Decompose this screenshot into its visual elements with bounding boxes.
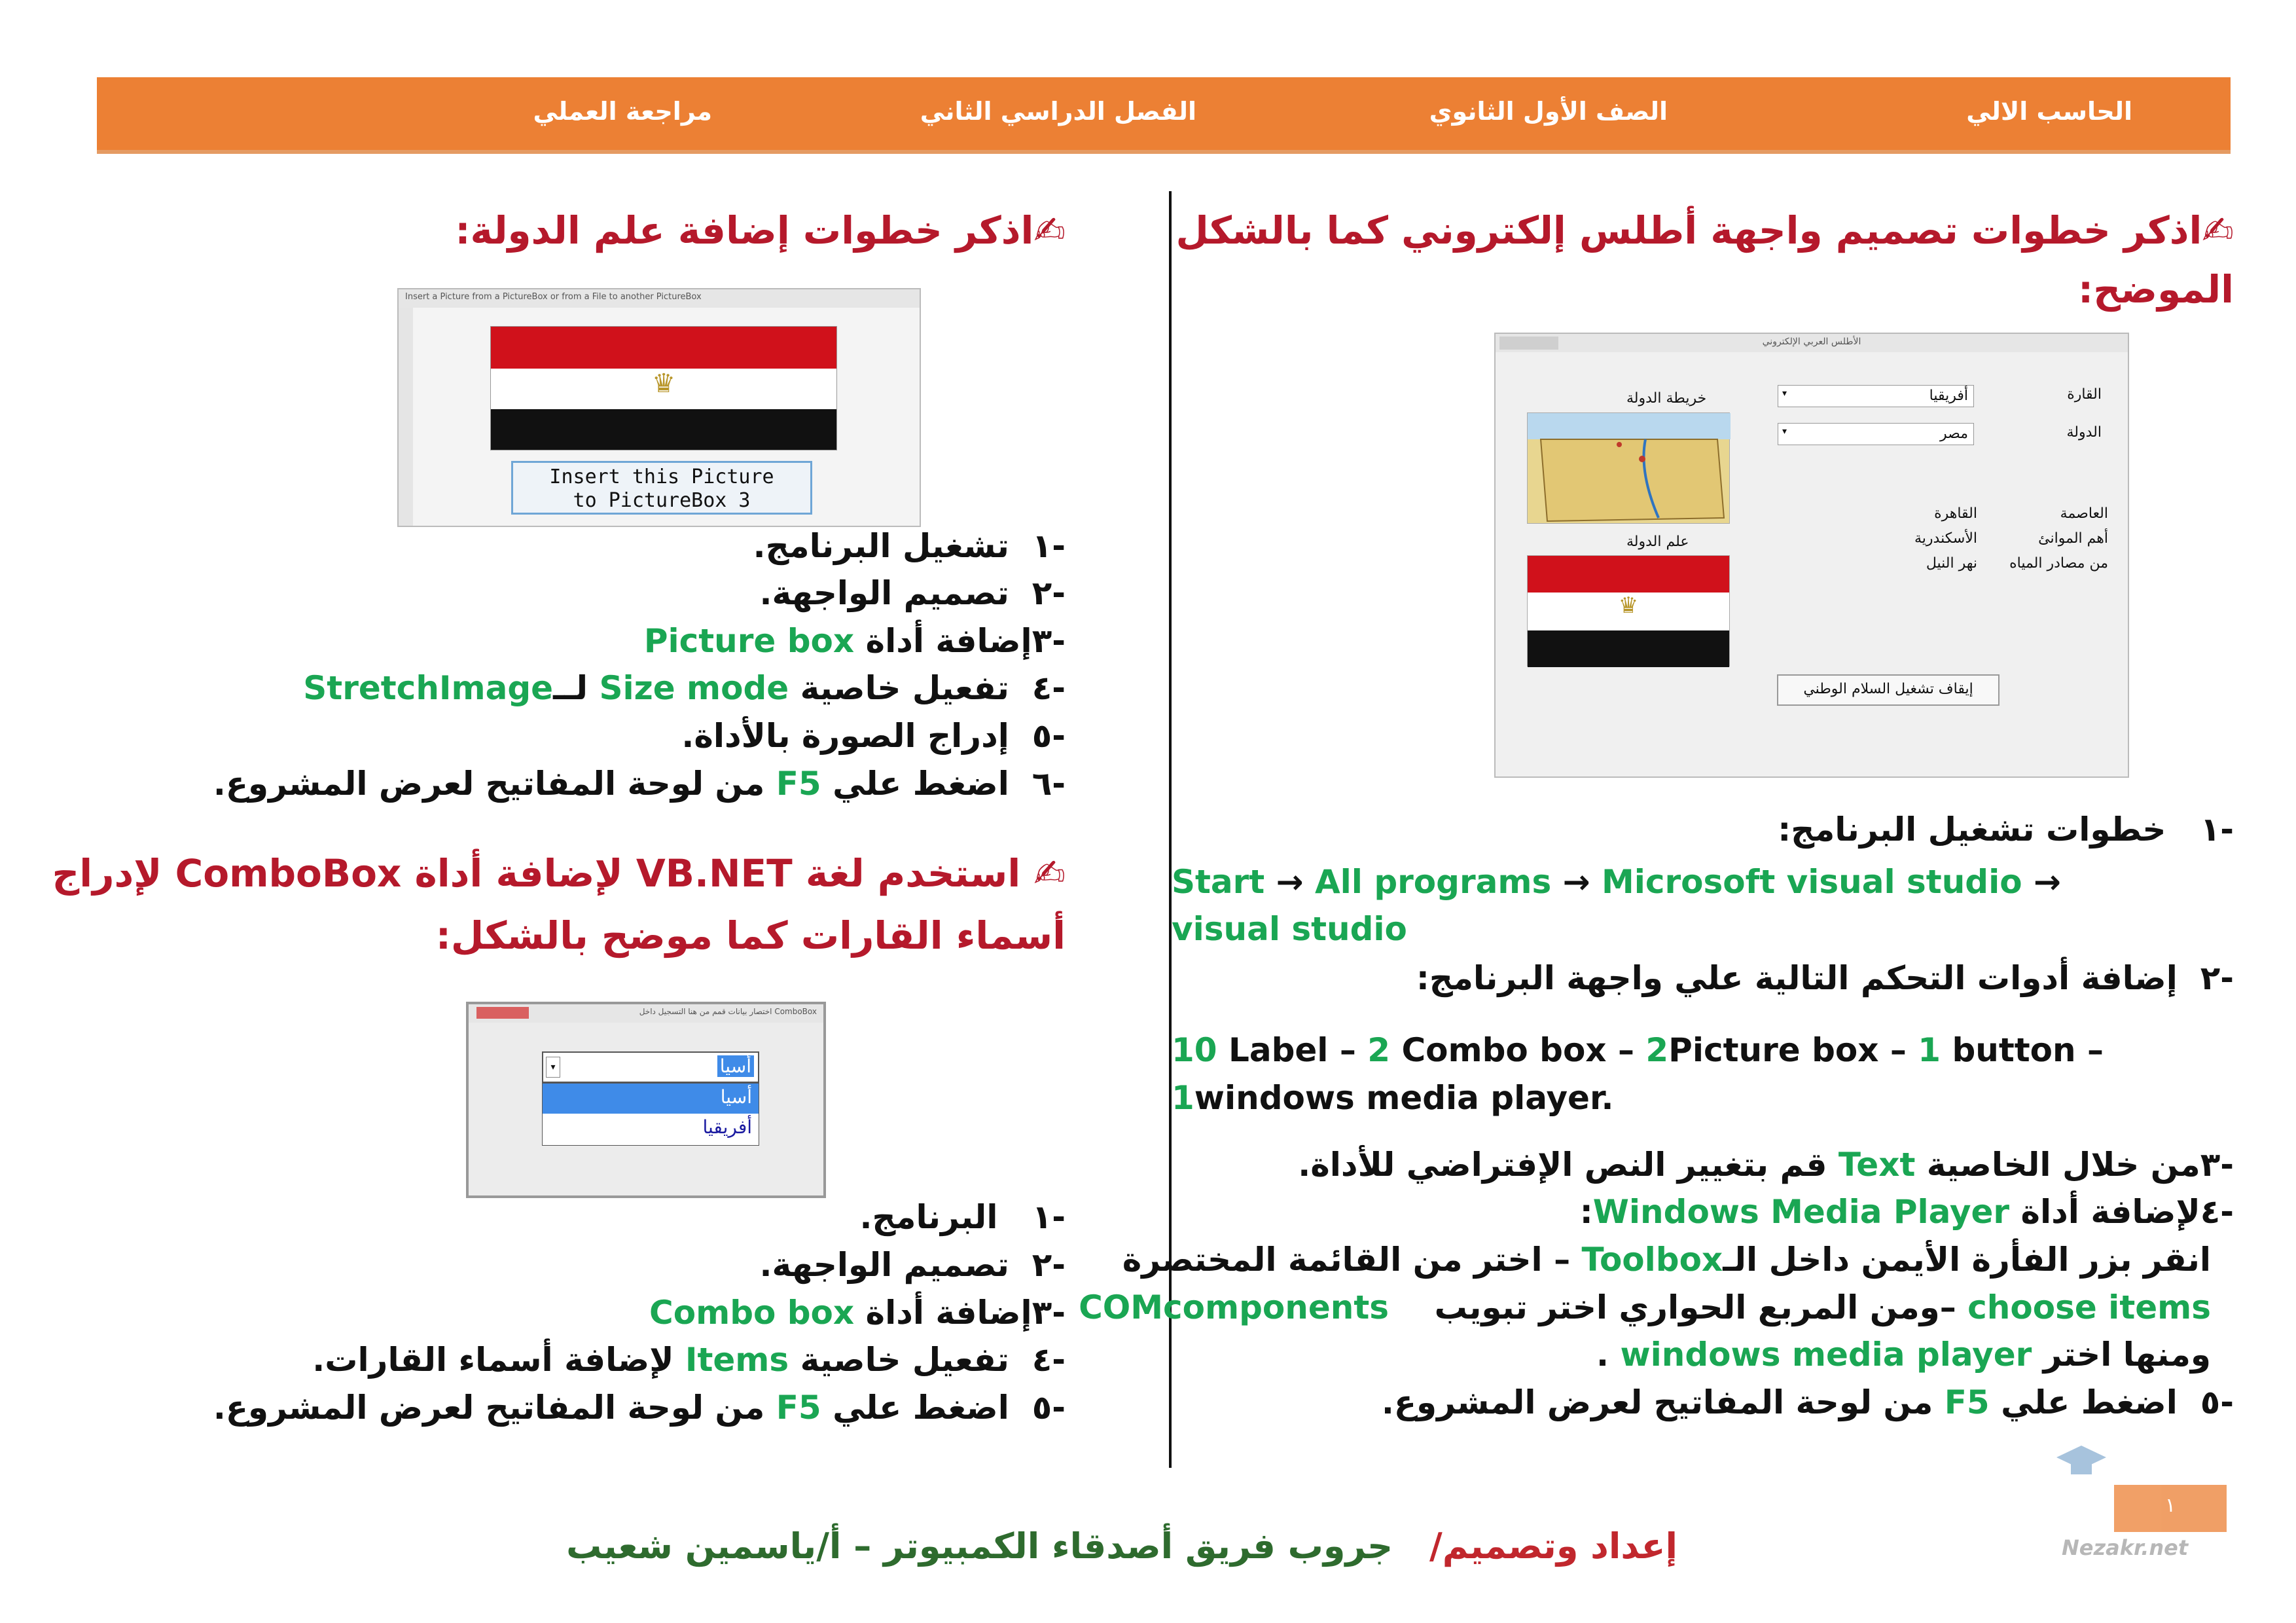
step4-line3 [1079,1288,2211,1326]
capital-value: القاهرة [1934,505,1977,522]
q2-heading: ✍اذكر خطوات إضافة علم الدولة: [455,208,1066,253]
flag-picturebox-screenshot [397,288,921,527]
eagle-emblem-icon: ♛ [1528,593,1729,630]
insert-btn-line2: to PictureBox 3 [573,489,751,512]
step-number: -١ [2200,811,2234,848]
step-text: تصميم الواجهة. [759,1246,1009,1284]
tool-name: Combo box [649,1294,855,1332]
step-number: -٥ [2200,1383,2234,1421]
step-text: لــ [553,669,600,707]
f5-key: F5 [776,1389,821,1427]
step-text: تصميم الواجهة. [759,574,1009,612]
page-number: ١ [2164,1494,2176,1517]
step1-line [1778,811,2234,848]
step-text: من لوحة المفاتيح لعرض المشروع. [213,1389,776,1427]
q3-heading-cont: أسماء القارات كما موضح بالشكل: [435,913,1066,958]
step-text: –ومن المربع الحواري اختر تبويب [1434,1288,1968,1326]
eagle-emblem-icon: ♛ [491,369,836,409]
step2-line [1416,959,2234,997]
step-text: اضغط علي [821,1389,1009,1427]
count: 1 [1172,1079,1194,1117]
flag-step1 [753,527,1066,565]
combo-option[interactable]: أفريقيا [702,1116,752,1138]
combobox-screenshot [466,1002,826,1198]
step4-line4 [1596,1336,2211,1374]
water-value: نهر النيل [1926,555,1977,572]
step-number: -٤ [2200,1193,2234,1231]
com-components: COMcomponents [1079,1288,1390,1326]
step-text: لإضافة أداة [2009,1193,2200,1231]
property-name: Size mode [599,669,789,707]
window-controls [1499,337,1558,350]
country-combo[interactable] [1778,423,1974,445]
count: 1 [1918,1031,1941,1069]
step-text: إضافة أدوات التحكم التالية علي واجهة البرنامج: [1416,959,2178,997]
combo-window-title: ComboBox اختصار بيانات قمم من هنا التسجيل داخل [469,1004,823,1023]
step-text: تفعيل خاصية [789,1341,1009,1379]
atlas-window-screenshot [1494,333,2129,778]
count: 2 [1645,1031,1669,1069]
path-start: Start [1172,863,1265,901]
step3-line [1298,1146,2234,1184]
combo-step5 [213,1389,1066,1427]
flag-window-title: Insert a Picture from a PictureBox or from a File to another PictureBox [399,289,920,308]
step-number: -١ [1031,527,1066,565]
continent-value: أفريقيا [1929,388,1968,404]
footer-prepared: إعداد وتصميم/ [1429,1525,1677,1567]
step-number: -٣ [1031,1294,1066,1332]
step-number: -٢ [1031,574,1066,612]
stop-anthem-button[interactable]: إيقاف تشغيل السلام الوطني [1777,674,2000,706]
header-bar [97,77,2231,154]
step-text: لإضافة أسماء القارات. [312,1341,685,1379]
footer-team: جروب فريق أصدقاء الكمبيوتر – أ/ياسمين شعيب [566,1525,1393,1567]
combo-step3 [649,1294,1066,1332]
header-section: مراجعة العملي [533,97,712,126]
step-number: -٣ [2200,1146,2234,1184]
toolbox-name: Toolbox [1581,1241,1723,1279]
property-value: StretchImage [303,669,554,707]
continent-combo[interactable] [1778,385,1974,407]
flag-step3 [644,622,1066,660]
map-label: خريطة الدولة [1626,390,1707,407]
path-all-programs: All programs [1314,863,1552,901]
control-name: windows media player. [1194,1079,1614,1117]
q3-heading: ✍ استخدم لغة VB.NET لإضافة أداة ComboBox لإدراج [52,851,1066,896]
control-name: Combo box – [1390,1031,1646,1069]
combo-option[interactable]: أسيا [543,1084,759,1114]
site-logo: Nezakr.net [2062,1535,2189,1560]
step-number: -٣ [1031,622,1066,660]
country-flag-image [1527,555,1730,666]
side-strip [399,308,413,527]
atlas-title: الأطلس العربي الإلكتروني [1496,334,2128,352]
flag-label: علم الدولة [1626,534,1689,550]
step-number: -٦ [1031,765,1066,803]
control-name: Label – [1217,1031,1368,1069]
step-text: إضافة أداة [854,622,1032,660]
controls-line2 [1172,1079,1613,1117]
flag-step2 [760,574,1066,612]
step-text: من لوحة المفاتيح لعرض المشروع. [1381,1383,1945,1421]
step-text: انقر بزر الفأرة الأيمن داخل الـ [1723,1241,2211,1279]
graduation-cap-icon [2055,1440,2108,1486]
insert-picture-button[interactable] [511,461,812,515]
capital-label: العاصمة [2060,505,2108,522]
step-text: اضغط علي [821,765,1009,803]
country-label: الدولة [2066,424,2102,441]
step-number: -٤ [1031,669,1066,707]
ports-label: أهم الموانئ [2038,530,2108,547]
page-number-box [2114,1485,2227,1532]
step-number: -٢ [2200,959,2234,997]
controls-line1 [1172,1031,2104,1069]
choose-items: choose items [1967,1288,2211,1326]
step-text: . [1596,1336,1621,1374]
country-map-image [1527,412,1730,524]
water-label: من مصادر المياه [2009,555,2108,572]
continents-combobox[interactable] [542,1051,759,1083]
step-text: إضافة أداة [854,1294,1032,1332]
flag-step6 [213,765,1066,803]
step-text: خطوات تشغيل البرنامج: [1778,811,2166,848]
flag-picture [490,326,837,450]
f5-key: F5 [776,765,821,803]
flag-step5 [681,717,1066,755]
dropdown-arrow-icon: ▾ [1782,388,1787,399]
control-name: Picture box – [1668,1031,1918,1069]
combo-selected-value: أسيا [717,1055,754,1077]
arrow-icon: → [1276,863,1304,901]
combo-step2 [760,1246,1066,1284]
control-name: button – [1941,1031,2104,1069]
ports-value: الأسكندرية [1914,530,1977,547]
count: 10 [1172,1031,1217,1069]
dropdown-arrow-icon: ▾ [1782,426,1787,437]
header-term: الفصل الدراسي الثاني [920,97,1196,126]
count: 2 [1367,1031,1391,1069]
window-controls [476,1007,529,1019]
wmp-name: windows media player [1620,1336,2032,1374]
arrow-icon: → [1562,863,1590,901]
combo-dropdown-list [542,1083,759,1146]
insert-btn-line1: Insert this Picture [549,465,774,488]
step-number: -٤ [1031,1341,1066,1379]
header-grade: الصف الأول الثانوي [1429,97,1668,126]
q1-heading-cont: الموضح: [2078,267,2234,312]
step-text: – اختر من القائمة المختصرة [1122,1241,1582,1279]
step-text: : [1579,1193,1593,1231]
step-number: -١ [1031,1198,1066,1236]
step-number: -٥ [1031,1389,1066,1427]
f5-key: F5 [1944,1383,1990,1421]
q1-heading: ✍اذكر خطوات تصميم واجهة أطلس إلكتروني كما بالشكل [1175,208,2234,253]
step-text: اضغط علي [1989,1383,2178,1421]
flag-step4 [303,669,1066,707]
step-text: ومنها اختر [2032,1336,2211,1374]
combo-step1 [860,1198,1066,1236]
property-name: Text [1838,1146,1916,1184]
run-path-line1 [1172,863,2061,901]
step-number: -٢ [1031,1246,1066,1284]
combo-step4 [312,1341,1066,1379]
step-text: تشغيل البرنامج. [753,527,1009,565]
step-text: من خلال الخاصية [1915,1146,2200,1184]
path-visual-studio: visual studio [1172,910,1407,948]
step5-line [1382,1383,2234,1421]
step-text: البرنامج. [859,1198,998,1236]
property-name: Items [685,1341,789,1379]
continent-label: القارة [2067,386,2102,403]
step4-line2 [1122,1241,2211,1279]
tool-name: Picture box [643,622,855,660]
dropdown-arrow-icon[interactable]: ▾ [546,1057,560,1078]
step-text: قم بتغيير النص الإفتراضي للأداة. [1298,1146,1839,1184]
country-value: مصر [1939,426,1968,442]
path-ms-vs: Microsoft visual studio [1601,863,2022,901]
tool-name: Windows Media Player [1592,1193,2010,1231]
header-subject: الحاسب الالي [1966,97,2132,126]
step-text: تفعيل خاصية [789,669,1009,707]
step-number: -٥ [1031,717,1066,755]
step4-line [1580,1193,2234,1231]
arrow-icon: → [2034,863,2061,901]
step-text: إدراج الصورة بالأداة. [681,717,1009,755]
step-text: من لوحة المفاتيح لعرض المشروع. [213,765,776,803]
